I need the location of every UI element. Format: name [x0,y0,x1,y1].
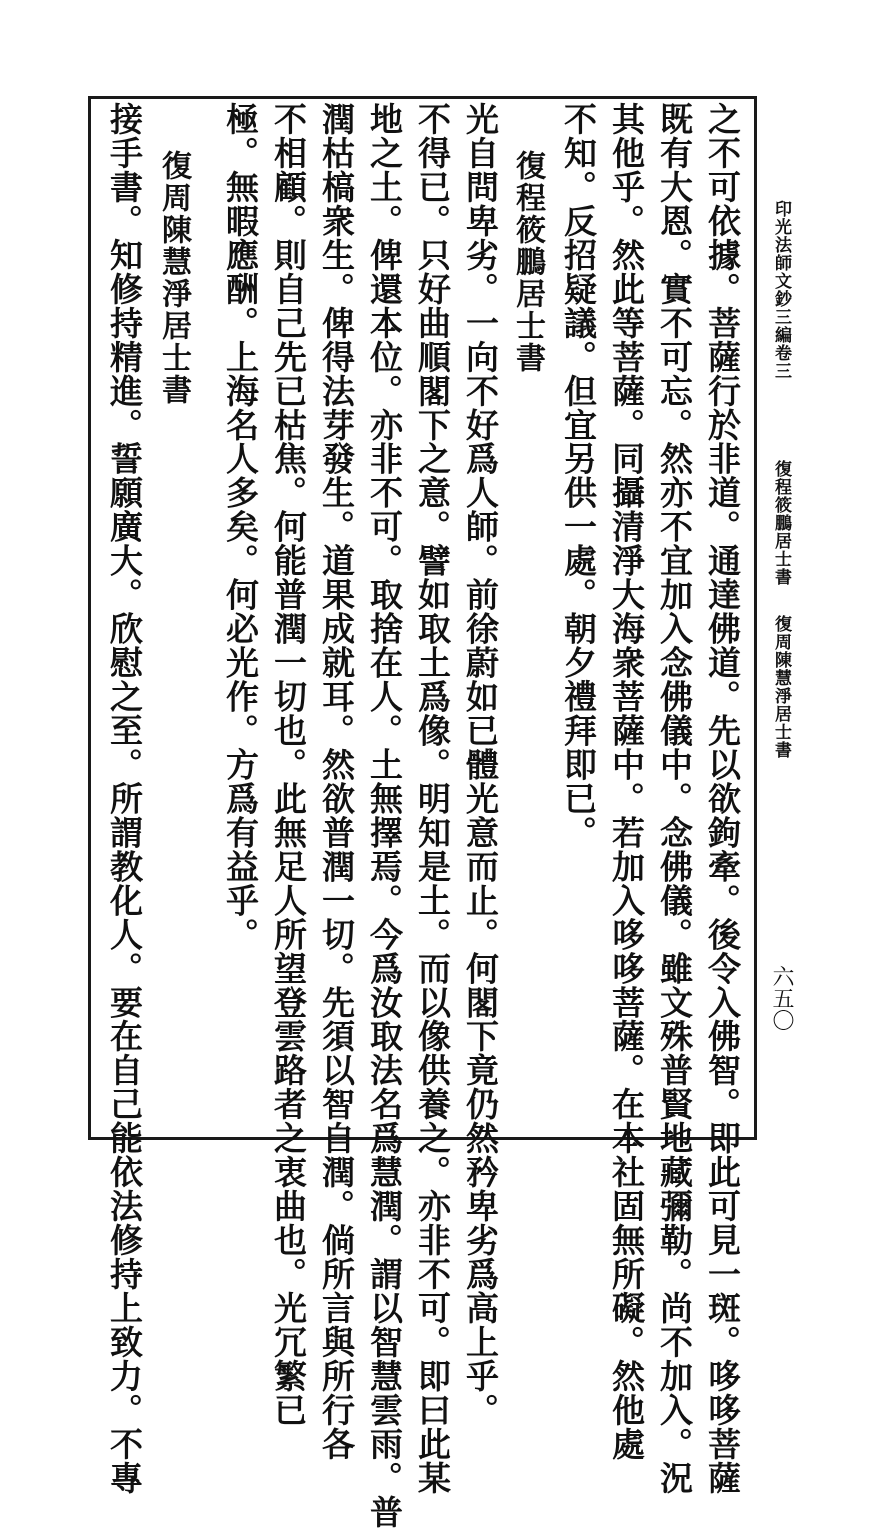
text-column: 潤枯槁衆生。俾得法芽發生。道果成就耳。然欲普潤一切。先須以智自潤。倘所言與所行各 [317,102,356,1461]
letter-title: 復程筱鵬居士書 [510,150,545,374]
text-column: 不得已。只好曲順閣下之意。譬如取土爲像。明知是土。而以像供養之。亦非不可。即曰此某 [413,102,452,1495]
text-column: 光自問卑劣。一向不好爲人師。前徐蔚如已體光意而止。何閣下竟仍然矜卑劣爲高上乎。 [461,102,500,1427]
text-column: 既有大恩。實不可忘。然亦不宜加入念佛儀中。念佛儀。雖文殊普賢地藏彌勒。尚不加入。況 [655,102,694,1495]
page-number: 六五〇 [769,965,794,1031]
running-header-section-2: 復周陳慧淨居士書 [771,615,791,759]
text-column: 接手書。知修持精進。誓願廣大。欣慰之至。所謂教化人。要在自己能依法修持上致力。不專 [105,102,144,1495]
text-column: 其他乎。然此等菩薩。同攝清淨大海衆菩薩中。若加入哆哆菩薩。在本社固無所礙。然他處 [607,102,646,1461]
text-column: 不相顧。則自己先已枯焦。何能普潤一切也。此無足人所望登雲路者之衷曲也。光冗繁已 [269,102,308,1427]
text-column: 之不可依據。菩薩行於非道。通達佛道。先以欲鉤牽。後令入佛智。即此可見一斑。哆哆菩薩 [703,102,742,1495]
text-column: 不知。反招疑議。但宜另供一處。朝夕禮拜即已。 [559,102,598,850]
running-header-book-title: 印光法師文鈔三編卷三 [771,200,791,380]
header-divider-rule [754,96,757,1140]
text-column: 極。無暇應酬。上海名人多矣。何必光作。方爲有益乎。 [221,102,260,952]
running-header-section-1: 復程筱鵬居士書 [771,460,791,586]
text-column: 地之土。俾還本位。亦非不可。取捨在人。土無擇焉。今爲汝取法名爲慧潤。謂以智慧雲雨。普 [365,102,404,1529]
letter-title: 復周陳慧淨居士書 [156,150,191,406]
